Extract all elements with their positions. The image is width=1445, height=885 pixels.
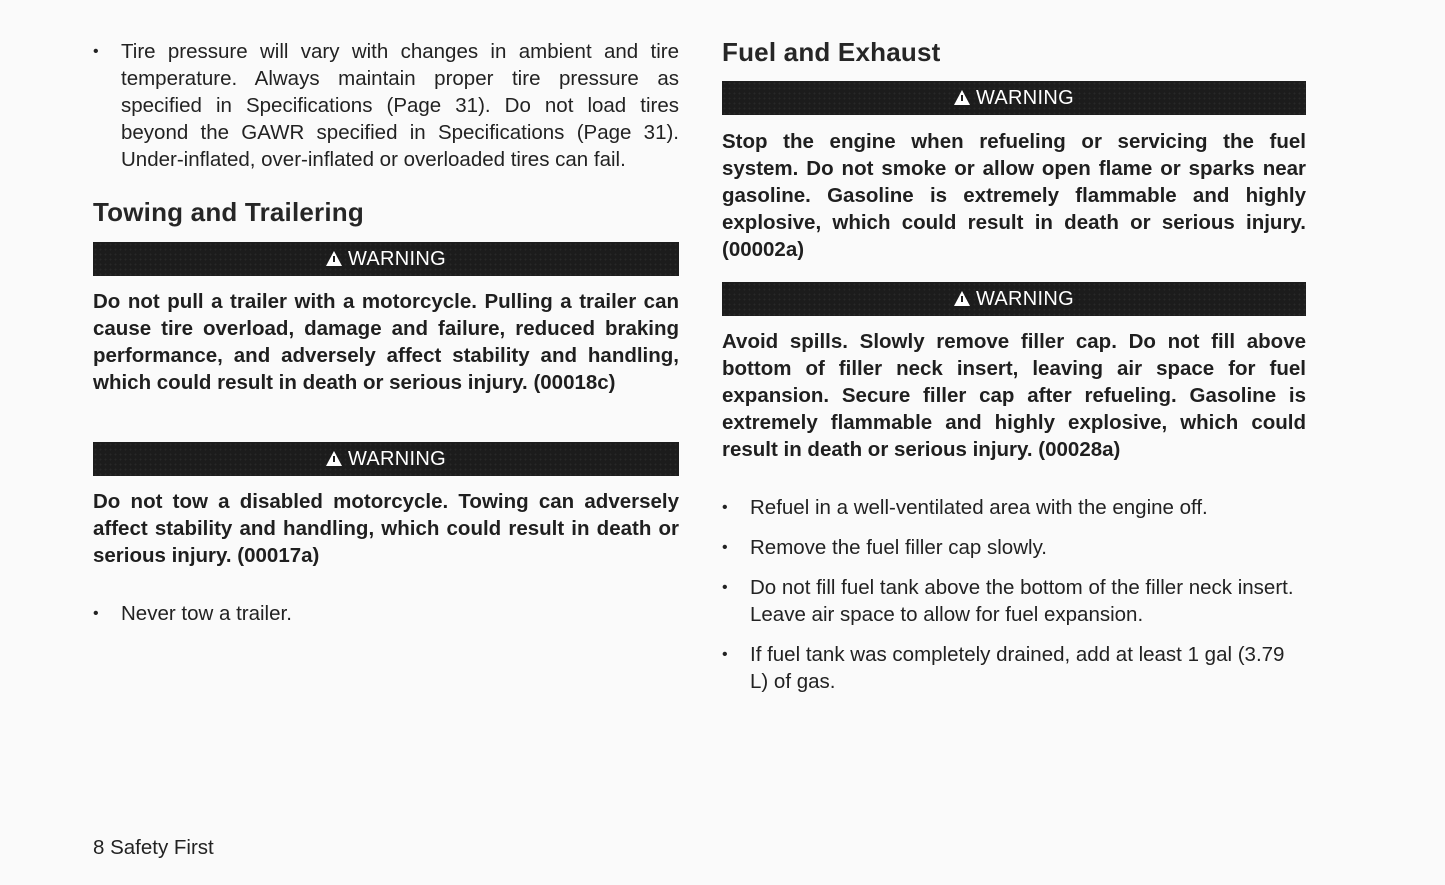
bullet-text: If fuel tank was completely drained, add at least 1 gal (3.79 L) of gas. <box>750 643 1285 693</box>
warning-label: WARNING <box>347 447 447 470</box>
tire-pressure-list <box>93 38 679 173</box>
bullet-text: Never tow a trailer. <box>121 602 292 625</box>
list-item <box>93 38 679 173</box>
warning-text-trailer: Do not pull a trailer with a motorcycle. Pulling a trailer can cause tire overload, damage and failure, reduced braking performance, and adversely affect stability and handling, which could result in death or serious injury. (00018c) <box>93 290 679 394</box>
warning-label: WARNING <box>975 86 1075 109</box>
warning-triangle-icon <box>326 251 342 266</box>
warning-text-tow-disabled: Do not tow a disabled motorcycle. Towing can adversely affect stability and handling, which could result in death or serious injury. (00017a) <box>93 490 679 567</box>
warning-triangle-icon <box>954 291 970 306</box>
warning-text-spills: Avoid spills. Slowly remove filler cap. Do not fill above bottom of filler neck insert, leaving air space for fuel expansion. Secure filler cap after refueling. Gasoline is extremely flammable and highly explosive, which could result in death or serious injury. (00028a) <box>722 330 1306 461</box>
page-footer: 8 Safety First <box>93 836 214 859</box>
bullet-icon: • <box>722 646 728 663</box>
warning-banner <box>722 81 1306 115</box>
bullet-icon: • <box>93 43 99 60</box>
warning-banner <box>93 242 679 276</box>
warning-triangle-icon <box>326 451 342 466</box>
list-item <box>722 574 1306 628</box>
list-item <box>722 534 1306 561</box>
bullet-icon: • <box>722 579 728 596</box>
section-heading-fuel: Fuel and Exhaust <box>722 37 941 67</box>
bullet-text: Tire pressure will vary with changes in ambient and tire temperature. Always maintain proper tire pressure as specified in Specifications (Page 31). Do not load tires beyond the GAWR specified in Specifications (Page 31). Under-inflated, over-inflated or overloaded tires can fail. <box>121 40 679 171</box>
bullet-icon: • <box>722 539 728 556</box>
list-item <box>93 600 679 627</box>
warning-label: WARNING <box>347 247 447 270</box>
list-item <box>722 641 1306 695</box>
section-heading-towing: Towing and Trailering <box>93 197 364 227</box>
warning-text-refueling: Stop the engine when refueling or servicing the fuel system. Do not smoke or allow open flame or sparks near gasoline. Gasoline is extremely flammable and highly explosive, which could result in death or serious injury. (00002a) <box>722 130 1306 261</box>
towing-bullet-list <box>93 600 679 627</box>
fuel-bullet-list <box>722 494 1306 695</box>
bullet-text: Refuel in a well-ventilated area with the engine off. <box>750 496 1208 519</box>
bullet-icon: • <box>93 605 99 622</box>
bullet-text: Remove the fuel filler cap slowly. <box>750 536 1047 559</box>
bullet-icon: • <box>722 499 728 516</box>
warning-triangle-icon <box>954 90 970 105</box>
warning-banner <box>93 442 679 476</box>
bullet-text: Do not fill fuel tank above the bottom of the filler neck insert. Leave air space to allow for fuel expansion. <box>750 576 1294 626</box>
list-item <box>722 494 1306 521</box>
warning-label: WARNING <box>975 287 1075 310</box>
warning-banner <box>722 282 1306 316</box>
